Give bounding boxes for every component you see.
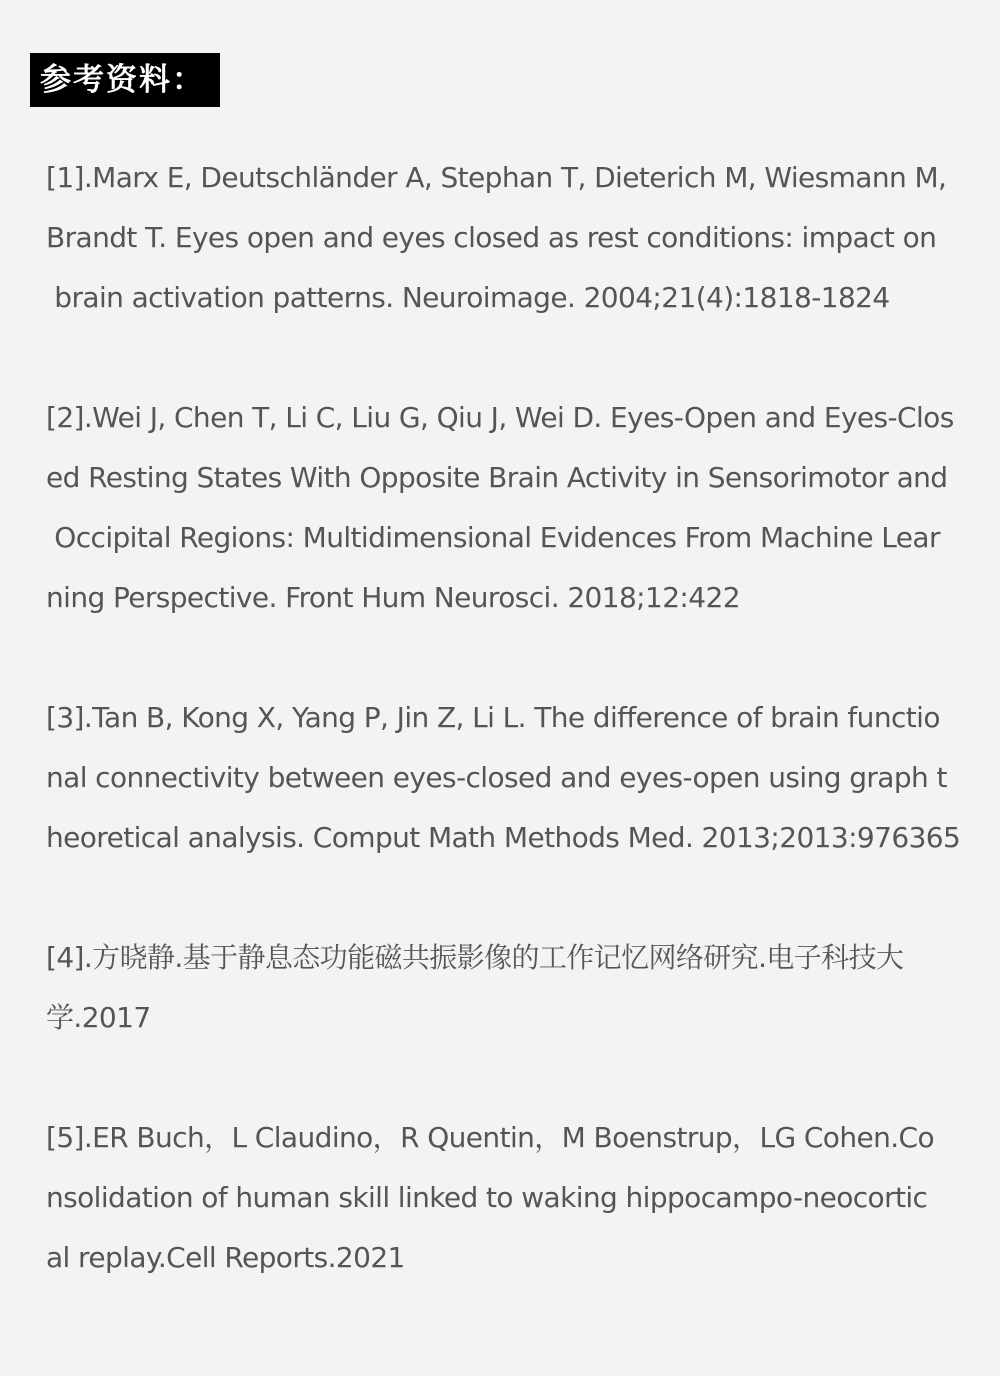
reference-1 [46,148,980,328]
reference-2 [46,388,980,628]
reference-line: ning Perspective. Front Hum Neurosci. 2018;12:422 [46,581,740,614]
reference-line: heoretical analysis. Comput Math Methods Med. 2013;2013:976365 [46,821,961,854]
reference-4 [46,928,980,1048]
reference-line: ed Resting States With Opposite Brain Activity in Sensorimotor and [46,461,948,494]
reference-line: [5].ER Buch，L Claudino，R Quentin，M Boenstrup，LG Cohen.Co [46,1121,935,1154]
reference-line: al replay.Cell Reports.2021 [46,1241,405,1274]
reference-line: Occipital Regions: Multidimensional Evidences From Machine Lear [46,521,940,554]
reference-3 [46,688,980,868]
reference-line: [4].方晓静.基于静息态功能磁共振影像的工作记忆网络研究.电子科技大 [46,941,904,974]
reference-line: [2].Wei J, Chen T, Li C, Liu G, Qiu J, Wei D. Eyes-Open and Eyes-Clos [46,401,954,434]
reference-line: nsolidation of human skill linked to waking hippocampo-neocortic [46,1181,928,1214]
reference-5 [46,1108,980,1288]
section-title: 参考资料： [30,53,220,107]
reference-line: [1].Marx E, Deutschländer A, Stephan T, Dieterich M, Wiesmann M, [46,161,947,194]
reference-line: [3].Tan B, Kong X, Yang P, Jin Z, Li L. The difference of brain functio [46,701,940,734]
reference-line: brain activation patterns. Neuroimage. 2004;21(4):1818-1824 [46,281,890,314]
reference-line: 学.2017 [46,1001,151,1034]
reference-line: nal connectivity between eyes-closed and eyes-open using graph t [46,761,947,794]
reference-line: Brandt T. Eyes open and eyes closed as rest conditions: impact on [46,221,937,254]
